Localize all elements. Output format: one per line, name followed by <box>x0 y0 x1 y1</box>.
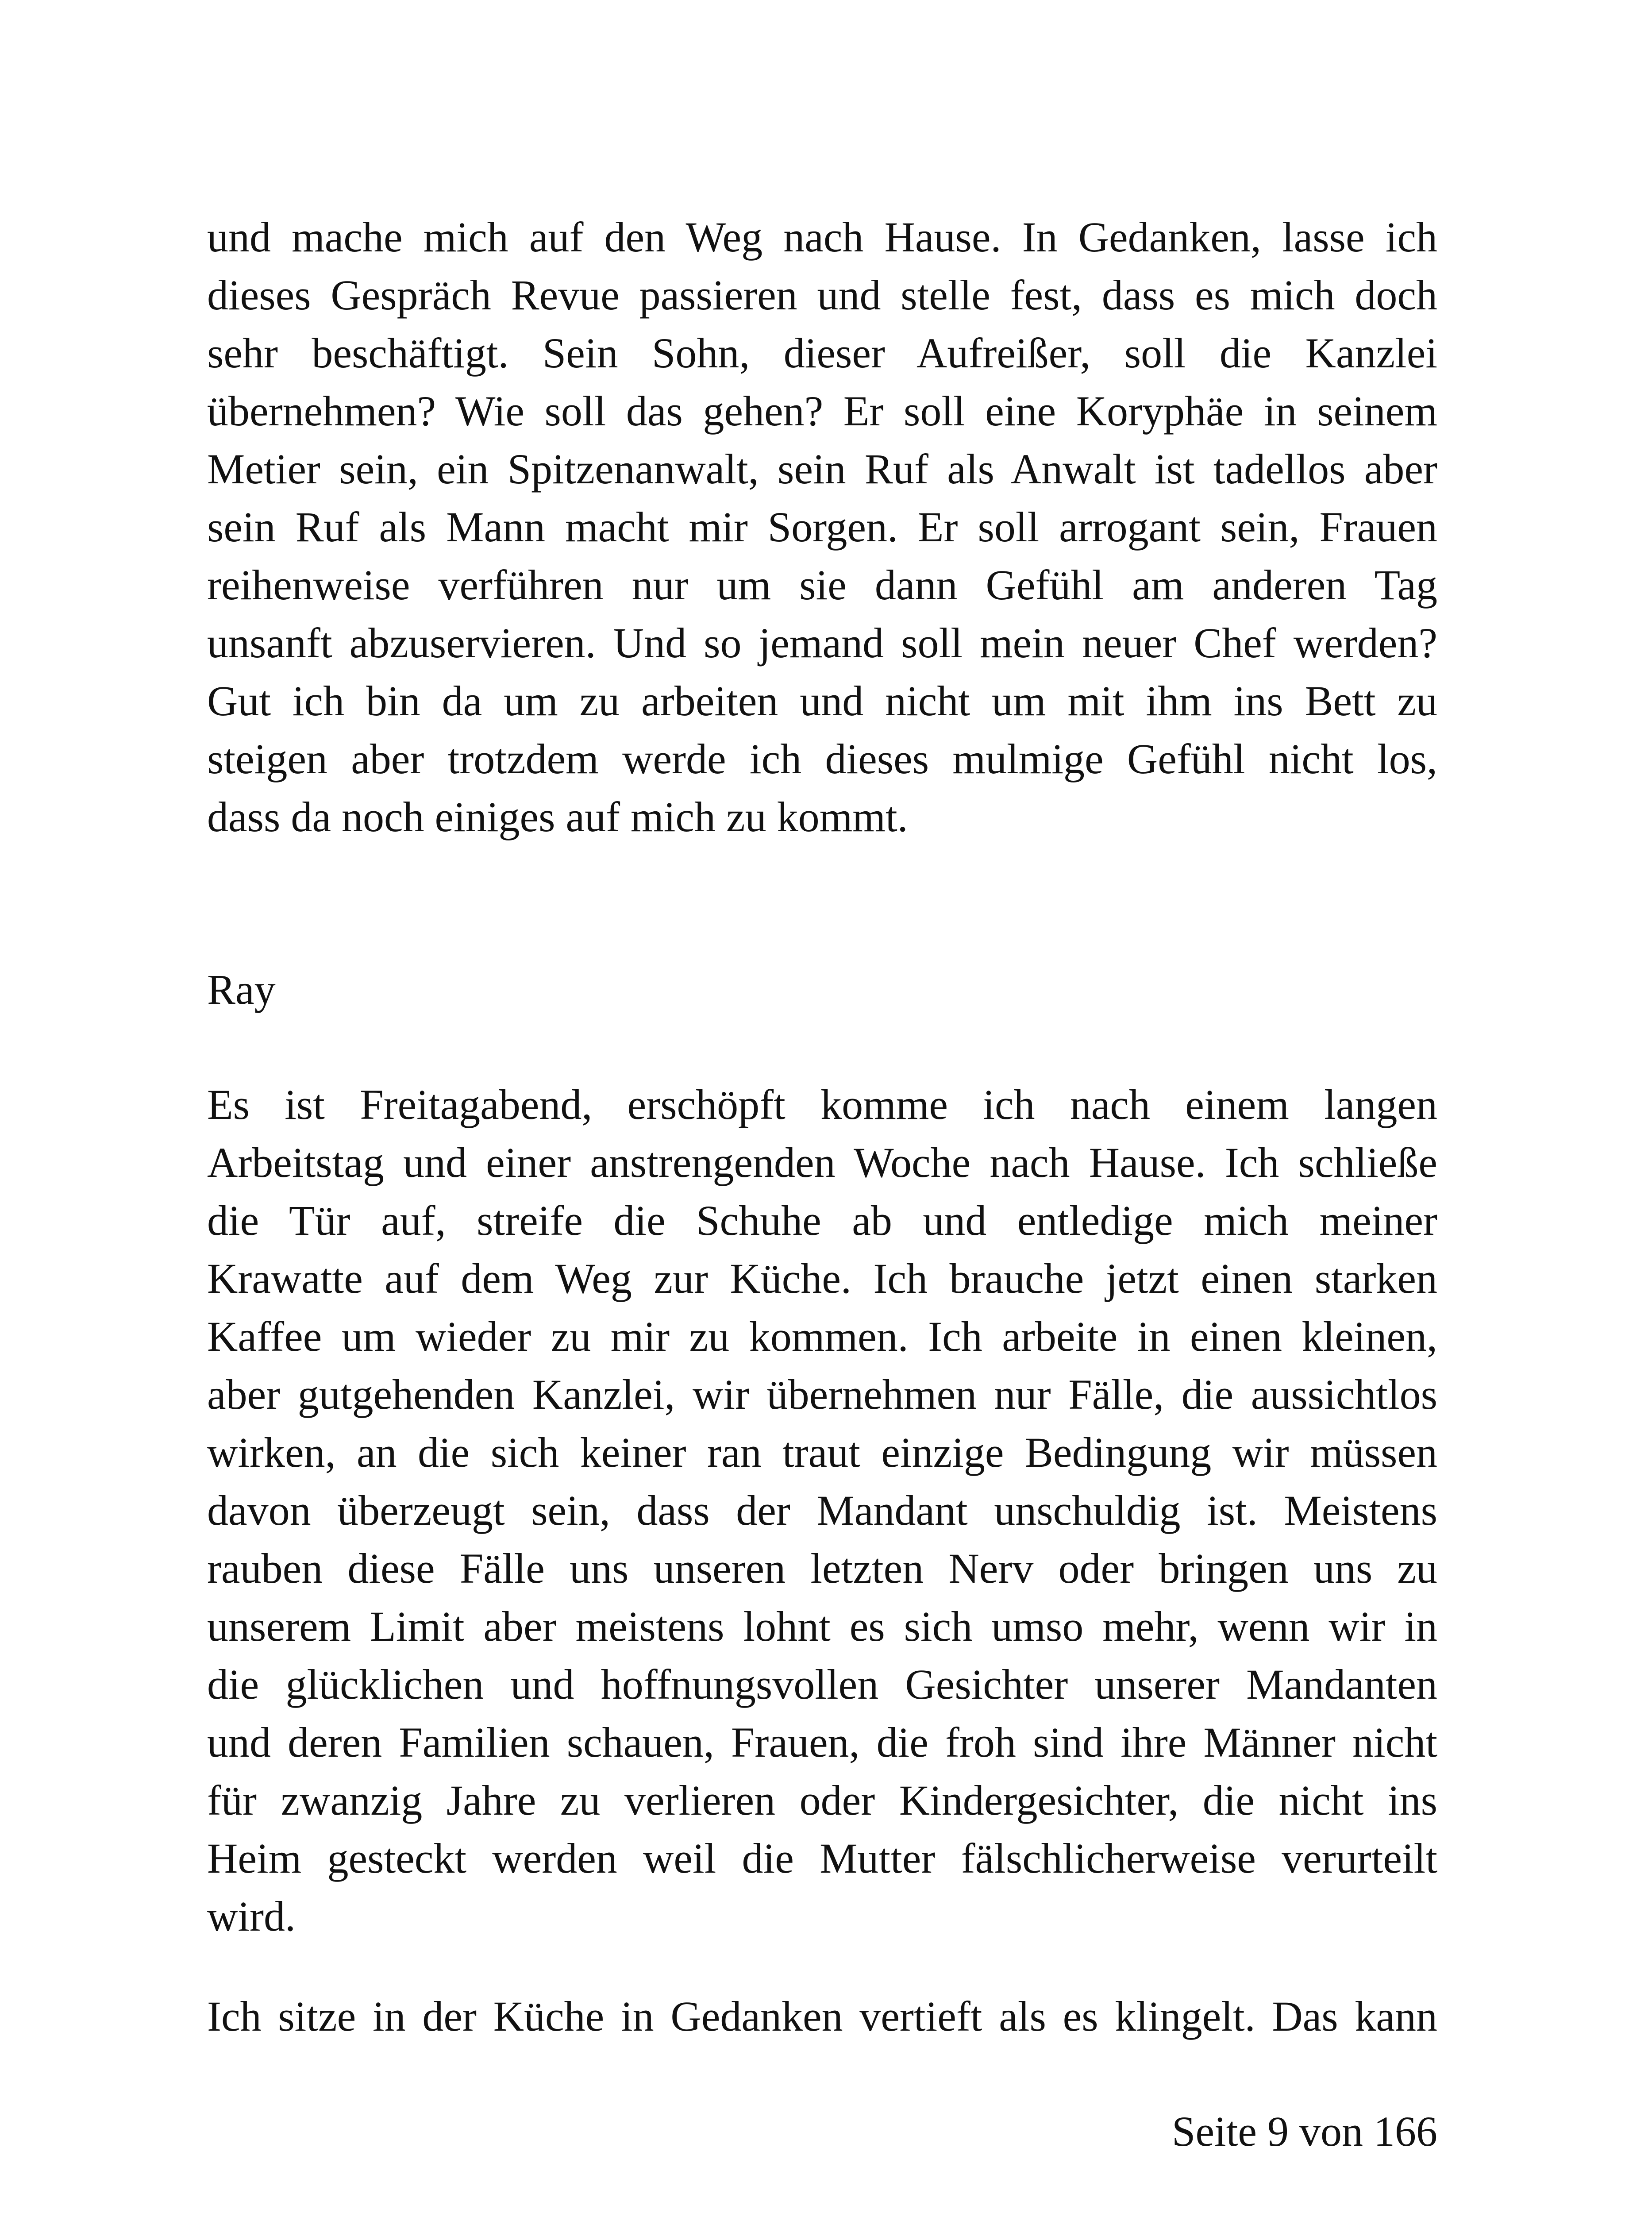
paragraph-1-line: dieses Gespräch Revue passieren und stelle fest, dass es mich doch <box>207 271 1437 319</box>
paragraph-3 <box>207 1987 1437 2045</box>
paragraph-2-line: und deren Familien schauen, Frauen, die froh sind ihre Männer nicht <box>207 1719 1437 1766</box>
section-heading: Ray <box>207 966 276 1013</box>
paragraph-2-line: wirken, an die sich keiner ran traut einzige Bedingung wir müssen <box>207 1429 1437 1476</box>
paragraph-1 <box>207 208 1437 846</box>
paragraph-2-line: Heim gesteckt werden weil die Mutter fälschlicherweise verurteilt <box>207 1835 1437 1882</box>
paragraph-2-line: Es ist Freitagabend, erschöpft komme ich nach einem langen <box>207 1081 1437 1128</box>
paragraph-2-line: die glücklichen und hoffnungsvollen Gesichter unserer Mandanten <box>207 1661 1437 1708</box>
paragraph-1-line: übernehmen? Wie soll das gehen? Er soll eine Koryphäe in seinem <box>207 387 1437 435</box>
paragraph-2-line: die Tür auf, streife die Schuhe ab und entledige mich meiner <box>207 1197 1437 1244</box>
paragraph-1-line: steigen aber trotzdem werde ich dieses mulmige Gefühl nicht los, <box>207 735 1437 783</box>
paragraph-1-line: dass da noch einiges auf mich zu kommt. <box>207 793 908 840</box>
paragraph-1-line: sehr beschäftigt. Sein Sohn, dieser Aufreißer, soll die Kanzlei <box>207 329 1437 377</box>
paragraph-2-line: aber gutgehenden Kanzlei, wir übernehmen nur Fälle, die aussichtlos <box>207 1371 1437 1418</box>
paragraph-2-line: wird. <box>207 1893 296 1940</box>
paragraph-2 <box>207 1076 1437 1945</box>
paragraph-2-line: Arbeitstag und einer anstrengenden Woche nach Hause. Ich schließe <box>207 1139 1437 1186</box>
page-number: Seite 9 von 166 <box>1172 2108 1437 2155</box>
paragraph-2-line: davon überzeugt sein, dass der Mandant unschuldig ist. Meistens <box>207 1487 1437 1534</box>
paragraph-2-line: unserem Limit aber meistens lohnt es sich umso mehr, wenn wir in <box>207 1603 1437 1650</box>
paragraph-3-line: Ich sitze in der Küche in Gedanken vertieft als es klingelt. Das kann <box>207 1993 1437 2040</box>
paragraph-1-line: reihenweise verführen nur um sie dann Gefühl am anderen Tag <box>207 561 1437 609</box>
paragraph-2-line: für zwanzig Jahre zu verlieren oder Kindergesichter, die nicht ins <box>207 1777 1437 1824</box>
paragraph-1-line: Metier sein, ein Spitzenanwalt, sein Ruf als Anwalt ist tadellos aber <box>207 445 1437 493</box>
paragraph-1-line: und mache mich auf den Weg nach Hause. In Gedanken, lasse ich <box>207 213 1437 261</box>
paragraph-1-line: unsanft abzuservieren. Und so jemand soll mein neuer Chef werden? <box>207 619 1437 667</box>
paragraph-2-line: rauben diese Fälle uns unseren letzten Nerv oder bringen uns zu <box>207 1545 1437 1592</box>
paragraph-2-line: Krawatte auf dem Weg zur Küche. Ich brauche jetzt einen starken <box>207 1255 1437 1302</box>
paragraph-1-line: Gut ich bin da um zu arbeiten und nicht um mit ihm ins Bett zu <box>207 677 1437 725</box>
paragraph-2-line: Kaffee um wieder zu mir zu kommen. Ich arbeite in einen kleinen, <box>207 1313 1437 1360</box>
paragraph-1-line: sein Ruf als Mann macht mir Sorgen. Er soll arrogant sein, Frauen <box>207 503 1437 551</box>
